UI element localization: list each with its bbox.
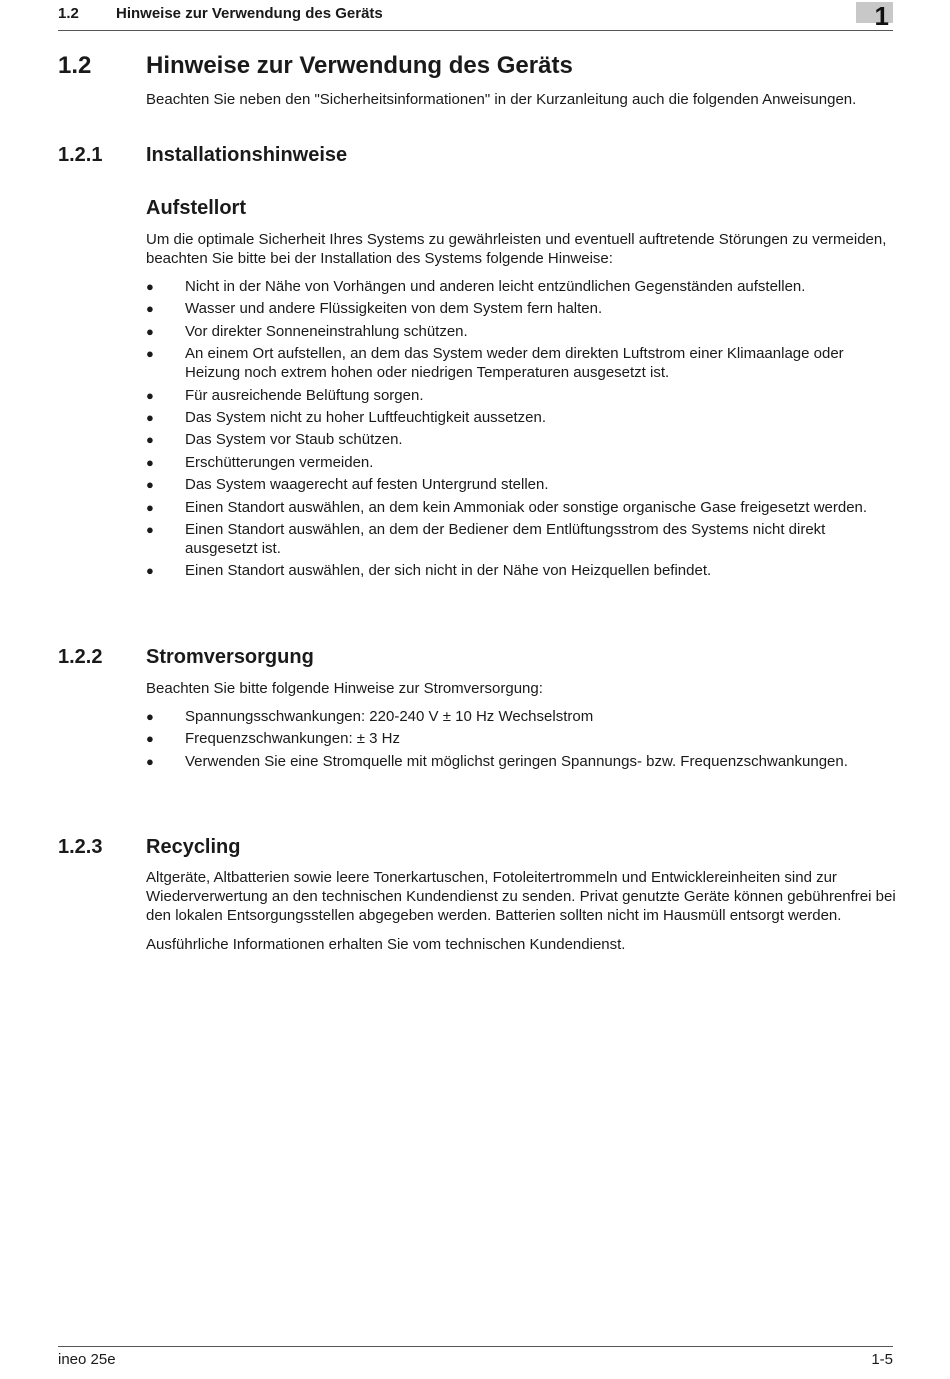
list-item: ● Einen Standort auswählen, der sich nicht in der Nähe von Heizquellen befindet. — [146, 562, 712, 580]
section-number: 1.2 — [58, 52, 92, 79]
bullet-icon: ● — [146, 409, 154, 425]
recycling-paragraph-1: Altgeräte, Altbatterien sowie leere Tonerkartuschen, Fotoleitertrommeln und Entwicklereinheiten sind zur Wiederverwertung an den technischen Kundendienst zu senden. Privat genutzte Geräte können gebührenfrei bei den lokalen Entsorgungsstellen abgegeben werden. Batterien sollten nicht im Hausmüll entsorgt werden. — [146, 869, 896, 924]
bullet-icon: ● — [146, 454, 154, 470]
section-intro: Beachten Sie neben den "Sicherheitsinformationen" in der Kurzanleitung auch die folgenden Anweisungen. — [146, 91, 857, 108]
bullet-icon: ● — [146, 346, 154, 362]
list-item: ● Nicht in der Nähe von Vorhängen und anderen leicht entzündlichen Gegenständen aufstellen. — [146, 278, 806, 295]
list-item: ● Das System nicht zu hoher Luftfeuchtigkeit aussetzen. — [146, 408, 547, 426]
chapter-number: 1 — [874, 1, 889, 31]
power-title: Stromversorgung — [146, 646, 314, 668]
list-item: ● Einen Standort auswählen, an dem kein Ammoniak oder sonstige organische Gase freigesetzt werden. — [146, 498, 868, 516]
list-item: ● Spannungsschwankungen: 220-240 V ± 10 Hz Wechselstrom — [146, 708, 594, 725]
page-footer — [58, 1346, 893, 1377]
bullet-icon: ● — [146, 387, 154, 403]
recycling-number: 1.2.3 — [58, 836, 103, 858]
bullet-icon: ● — [146, 323, 154, 339]
footer-product-name: ineo 25e — [58, 1351, 116, 1368]
bullet-icon: ● — [146, 563, 154, 579]
footer-page-number: 1-5 — [871, 1351, 893, 1368]
bullet-icon: ● — [146, 753, 154, 769]
installation-intro: Um die optimale Sicherheit Ihres Systems zu gewährleisten und eventuell auftretende Störungen zu vermeiden, beachten Sie bitte bei der Installation des Systems folgende Hinweise: — [146, 231, 887, 267]
running-header-section-title: Hinweise zur Verwendung des Geräts — [116, 5, 383, 22]
installation-subheading: Aufstellort — [146, 197, 246, 219]
installation-title: Installationshinweise — [146, 144, 348, 166]
bullet-icon: ● — [146, 477, 154, 493]
list-item: ● Das System waagerecht auf festen Untergrund stellen. — [146, 476, 549, 494]
bullet-icon: ● — [146, 279, 154, 294]
section-title: Hinweise zur Verwendung des Geräts — [146, 52, 573, 79]
recycling-paragraph-2: Ausführliche Informationen erhalten Sie vom technischen Kundendienst. — [146, 936, 626, 953]
recycling-title: Recycling — [146, 836, 241, 858]
list-item: ● An einem Ort aufstellen, an dem das System weder dem direkten Luftstrom einer Klimaanlage oder Heizung noch extrem hohen oder niedrigen Temperaturen ausgesetzt ist. — [146, 345, 844, 382]
bullet-icon: ● — [146, 731, 154, 747]
bullet-icon: ● — [146, 499, 154, 515]
list-item: ● Erschütterungen vermeiden. — [146, 453, 374, 471]
bullet-icon: ● — [146, 709, 154, 724]
installation-number: 1.2.1 — [58, 144, 103, 166]
bullet-icon: ● — [146, 521, 154, 537]
list-item: ● Das System vor Staub schützen. — [146, 431, 403, 449]
power-number: 1.2.2 — [58, 646, 103, 668]
list-item: ● Einen Standort auswählen, an dem der Bediener dem Entlüftungsstrom des Systems nicht direkt ausgesetzt ist. — [146, 520, 826, 557]
list-item: ● Frequenzschwankungen: ± 3 Hz — [146, 730, 401, 748]
list-item: ● Verwenden Sie eine Stromquelle mit möglichst geringen Spannungs- bzw. Frequenzschwankungen. — [146, 752, 848, 770]
power-intro: Beachten Sie bitte folgende Hinweise zur Stromversorgung: — [146, 680, 543, 697]
bullet-icon: ● — [146, 432, 154, 448]
running-header-section-number: 1.2 — [58, 5, 79, 22]
list-item: ● Für ausreichende Belüftung sorgen. — [146, 386, 424, 404]
list-item: ● Wasser und andere Flüssigkeiten von dem System fern halten. — [146, 300, 603, 318]
power-bullet-list — [146, 707, 898, 774]
running-header — [58, 0, 893, 31]
bullet-icon: ● — [146, 301, 154, 317]
list-item: ● Vor direkter Sonneneinstrahlung schützen. — [146, 322, 468, 340]
installation-bullet-list — [146, 277, 898, 584]
